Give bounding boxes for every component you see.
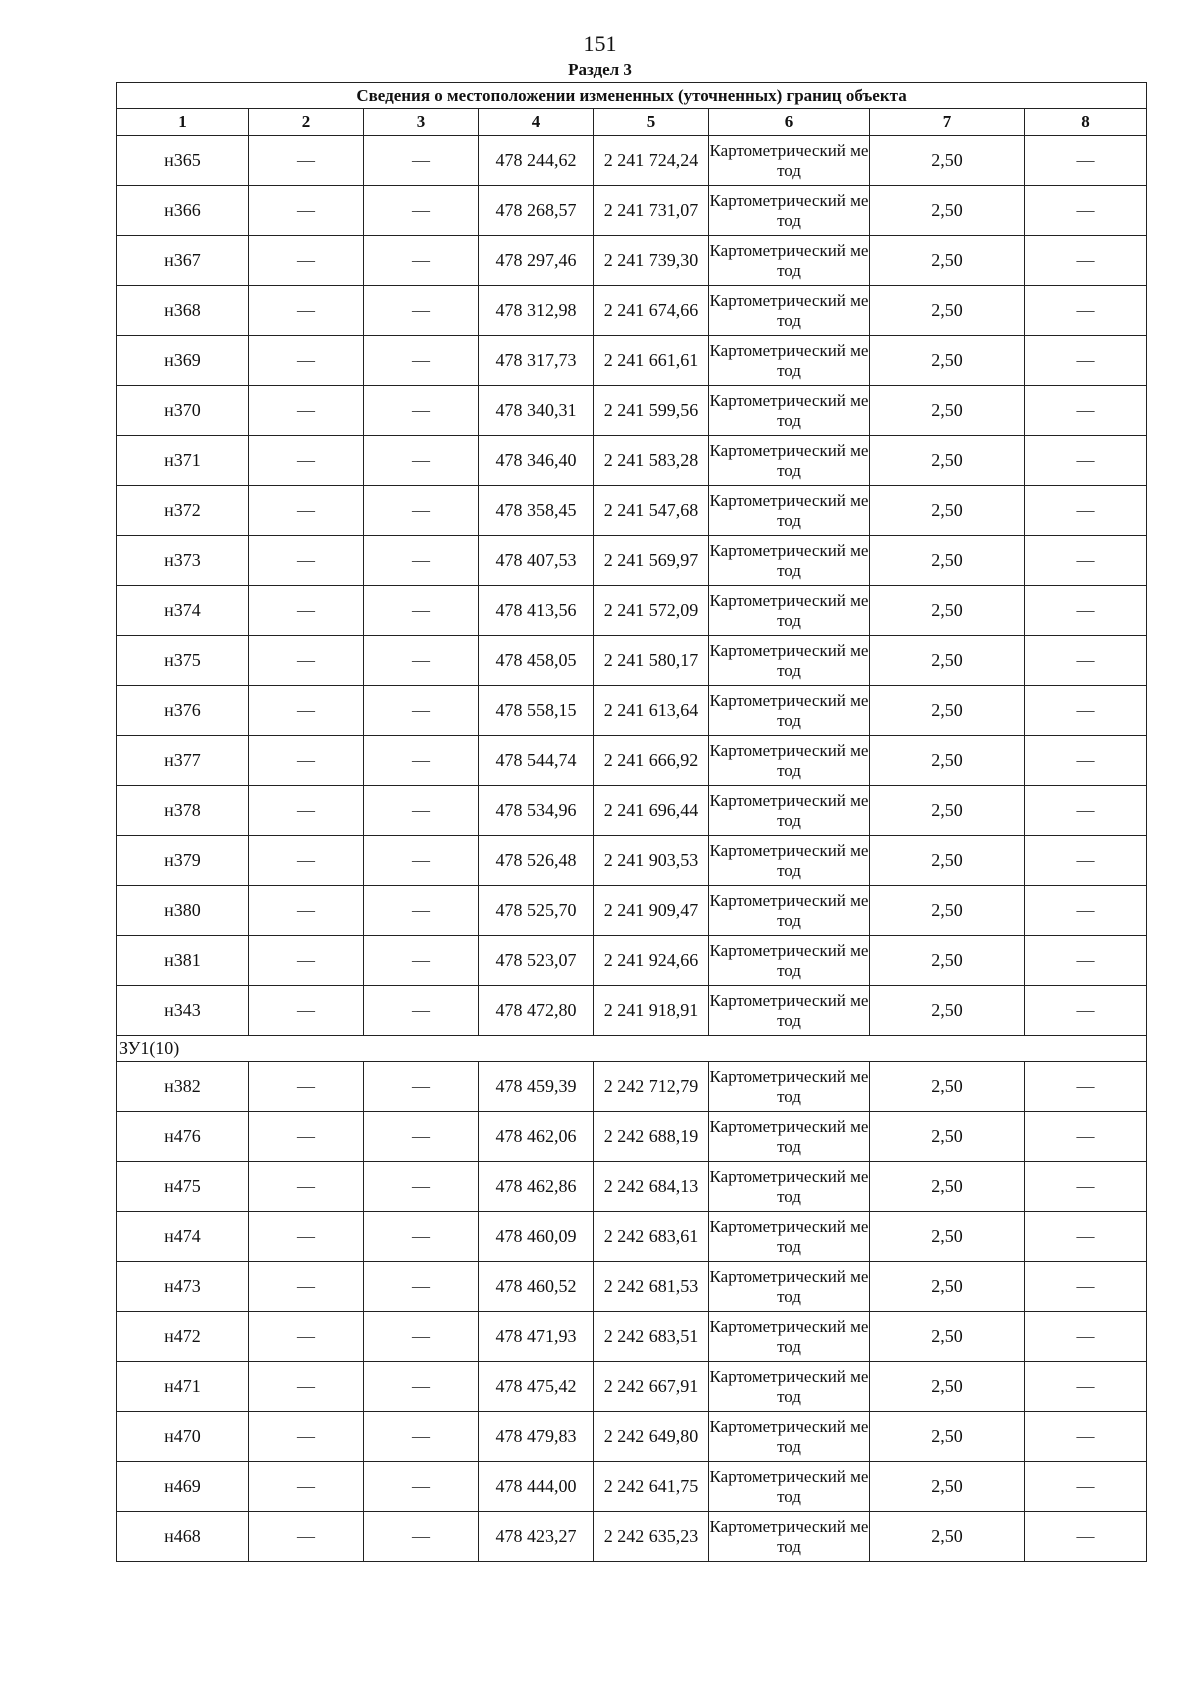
cell-point-id: н475 <box>117 1162 249 1212</box>
cell-accuracy: 2,50 <box>870 1462 1025 1512</box>
cell-x-coord: 478 423,27 <box>479 1512 594 1562</box>
cell-col-8: — <box>1025 1312 1147 1362</box>
cell-col-3: — <box>364 1262 479 1312</box>
cell-col-8: — <box>1025 1462 1147 1512</box>
cell-y-coord: 2 241 599,56 <box>594 386 709 436</box>
cell-accuracy: 2,50 <box>870 1512 1025 1562</box>
cell-method: Картометрический метод <box>709 686 870 736</box>
cell-col-2: — <box>249 1162 364 1212</box>
cell-point-id: н369 <box>117 336 249 386</box>
cell-point-id: н370 <box>117 386 249 436</box>
cell-method: Картометрический метод <box>709 436 870 486</box>
cell-point-id: н368 <box>117 286 249 336</box>
cell-accuracy: 2,50 <box>870 1362 1025 1412</box>
cell-point-id: н381 <box>117 936 249 986</box>
column-header-5: 5 <box>594 109 709 136</box>
cell-col-2: — <box>249 1062 364 1112</box>
table-row <box>117 1062 1147 1112</box>
cell-col-8: — <box>1025 686 1147 736</box>
cell-col-3: — <box>364 1212 479 1262</box>
cell-point-id: н375 <box>117 636 249 686</box>
cell-col-3: — <box>364 886 479 936</box>
table-row <box>117 936 1147 986</box>
cell-col-3: — <box>364 336 479 386</box>
cell-x-coord: 478 444,00 <box>479 1462 594 1512</box>
cell-method: Картометрический метод <box>709 886 870 936</box>
cell-method: Картометрический метод <box>709 1362 870 1412</box>
cell-col-3: — <box>364 1312 479 1362</box>
cell-col-8: — <box>1025 186 1147 236</box>
table-row <box>117 286 1147 336</box>
cell-x-coord: 478 544,74 <box>479 736 594 786</box>
cell-col-8: — <box>1025 1512 1147 1562</box>
cell-method: Картометрический метод <box>709 1062 870 1112</box>
table-row <box>117 386 1147 436</box>
cell-col-8: — <box>1025 836 1147 886</box>
cell-col-2: — <box>249 436 364 486</box>
cell-accuracy: 2,50 <box>870 636 1025 686</box>
cell-accuracy: 2,50 <box>870 386 1025 436</box>
cell-method: Картометрический метод <box>709 1412 870 1462</box>
table-row <box>117 1512 1147 1562</box>
table-row <box>117 686 1147 736</box>
cell-y-coord: 2 242 681,53 <box>594 1262 709 1312</box>
cell-col-2: — <box>249 1512 364 1562</box>
cell-col-2: — <box>249 536 364 586</box>
cell-point-id: н378 <box>117 786 249 836</box>
cell-x-coord: 478 312,98 <box>479 286 594 336</box>
cell-col-3: — <box>364 1162 479 1212</box>
cell-col-8: — <box>1025 1262 1147 1312</box>
coordinates-table <box>116 82 1147 1562</box>
cell-method: Картометрический метод <box>709 1262 870 1312</box>
cell-point-id: н468 <box>117 1512 249 1562</box>
cell-x-coord: 478 471,93 <box>479 1312 594 1362</box>
cell-col-3: — <box>364 1362 479 1412</box>
cell-col-2: — <box>249 1462 364 1512</box>
cell-accuracy: 2,50 <box>870 336 1025 386</box>
column-header-2: 2 <box>249 109 364 136</box>
table-row <box>117 136 1147 186</box>
cell-col-8: — <box>1025 586 1147 636</box>
cell-accuracy: 2,50 <box>870 936 1025 986</box>
cell-y-coord: 2 241 739,30 <box>594 236 709 286</box>
cell-accuracy: 2,50 <box>870 1262 1025 1312</box>
cell-point-id: н380 <box>117 886 249 936</box>
cell-point-id: н476 <box>117 1112 249 1162</box>
cell-x-coord: 478 317,73 <box>479 336 594 386</box>
cell-y-coord: 2 242 683,61 <box>594 1212 709 1262</box>
table-row <box>117 636 1147 686</box>
column-header-6: 6 <box>709 109 870 136</box>
table-row <box>117 886 1147 936</box>
cell-col-3: — <box>364 1112 479 1162</box>
cell-col-2: — <box>249 586 364 636</box>
column-header-3: 3 <box>364 109 479 136</box>
cell-y-coord: 2 241 918,91 <box>594 986 709 1036</box>
cell-method: Картометрический метод <box>709 1312 870 1362</box>
cell-y-coord: 2 242 683,51 <box>594 1312 709 1362</box>
cell-col-2: — <box>249 686 364 736</box>
table-row <box>117 536 1147 586</box>
cell-method: Картометрический метод <box>709 986 870 1036</box>
cell-col-3: — <box>364 1512 479 1562</box>
cell-point-id: н374 <box>117 586 249 636</box>
cell-accuracy: 2,50 <box>870 136 1025 186</box>
cell-method: Картометрический метод <box>709 936 870 986</box>
table-row <box>117 1312 1147 1362</box>
cell-col-8: — <box>1025 1112 1147 1162</box>
cell-col-3: — <box>364 536 479 586</box>
cell-accuracy: 2,50 <box>870 586 1025 636</box>
cell-col-2: — <box>249 986 364 1036</box>
cell-point-id: н376 <box>117 686 249 736</box>
cell-y-coord: 2 242 688,19 <box>594 1112 709 1162</box>
cell-x-coord: 478 526,48 <box>479 836 594 886</box>
cell-accuracy: 2,50 <box>870 886 1025 936</box>
section-title: Раздел 3 <box>568 60 632 79</box>
cell-col-3: — <box>364 686 479 736</box>
table-row <box>117 736 1147 786</box>
cell-accuracy: 2,50 <box>870 436 1025 486</box>
cell-method: Картометрический метод <box>709 286 870 336</box>
cell-point-id: н469 <box>117 1462 249 1512</box>
cell-col-8: — <box>1025 286 1147 336</box>
page-number: 151 <box>583 31 617 56</box>
cell-point-id: н473 <box>117 1262 249 1312</box>
cell-y-coord: 2 242 635,23 <box>594 1512 709 1562</box>
cell-col-2: — <box>249 836 364 886</box>
cell-col-8: — <box>1025 536 1147 586</box>
column-header-4: 4 <box>479 109 594 136</box>
cell-point-id: н377 <box>117 736 249 786</box>
cell-col-3: — <box>364 1062 479 1112</box>
cell-y-coord: 2 241 661,61 <box>594 336 709 386</box>
cell-x-coord: 478 458,05 <box>479 636 594 686</box>
cell-y-coord: 2 241 909,47 <box>594 886 709 936</box>
cell-method: Картометрический метод <box>709 536 870 586</box>
cell-col-2: — <box>249 486 364 536</box>
cell-accuracy: 2,50 <box>870 686 1025 736</box>
cell-y-coord: 2 241 903,53 <box>594 836 709 886</box>
table-caption: Сведения о местоположении измененных (уточненных) границ объекта <box>117 83 1147 109</box>
cell-col-2: — <box>249 136 364 186</box>
cell-y-coord: 2 241 666,92 <box>594 736 709 786</box>
table-row <box>117 236 1147 286</box>
cell-point-id: н372 <box>117 486 249 536</box>
cell-point-id: н471 <box>117 1362 249 1412</box>
cell-col-8: — <box>1025 1062 1147 1112</box>
cell-col-3: — <box>364 1462 479 1512</box>
cell-col-3: — <box>364 236 479 286</box>
cell-x-coord: 478 244,62 <box>479 136 594 186</box>
cell-x-coord: 478 475,42 <box>479 1362 594 1412</box>
cell-point-id: н472 <box>117 1312 249 1362</box>
cell-col-2: — <box>249 1312 364 1362</box>
cell-col-3: — <box>364 786 479 836</box>
cell-x-coord: 478 358,45 <box>479 486 594 536</box>
cell-accuracy: 2,50 <box>870 536 1025 586</box>
cell-accuracy: 2,50 <box>870 286 1025 336</box>
cell-col-8: — <box>1025 136 1147 186</box>
cell-col-2: — <box>249 786 364 836</box>
cell-accuracy: 2,50 <box>870 1412 1025 1462</box>
cell-method: Картометрический метод <box>709 1512 870 1562</box>
cell-col-3: — <box>364 436 479 486</box>
cell-y-coord: 2 241 580,17 <box>594 636 709 686</box>
cell-col-8: — <box>1025 736 1147 786</box>
cell-method: Картометрический метод <box>709 336 870 386</box>
cell-y-coord: 2 241 696,44 <box>594 786 709 836</box>
cell-col-3: — <box>364 186 479 236</box>
cell-col-3: — <box>364 136 479 186</box>
cell-col-3: — <box>364 386 479 436</box>
cell-x-coord: 478 346,40 <box>479 436 594 486</box>
column-header-8: 8 <box>1025 109 1147 136</box>
cell-col-8: — <box>1025 436 1147 486</box>
cell-accuracy: 2,50 <box>870 736 1025 786</box>
cell-col-2: — <box>249 286 364 336</box>
table-row <box>117 786 1147 836</box>
cell-y-coord: 2 241 731,07 <box>594 186 709 236</box>
cell-col-2: — <box>249 636 364 686</box>
cell-col-2: — <box>249 1212 364 1262</box>
column-header-7: 7 <box>870 109 1025 136</box>
cell-col-2: — <box>249 736 364 786</box>
cell-col-3: — <box>364 636 479 686</box>
column-header-row <box>117 109 1147 136</box>
table-row <box>117 1462 1147 1512</box>
cell-point-id: н470 <box>117 1412 249 1462</box>
cell-col-3: — <box>364 586 479 636</box>
cell-col-8: — <box>1025 386 1147 436</box>
cell-col-3: — <box>364 286 479 336</box>
cell-accuracy: 2,50 <box>870 786 1025 836</box>
column-header-1: 1 <box>117 109 249 136</box>
cell-x-coord: 478 413,56 <box>479 586 594 636</box>
cell-col-8: — <box>1025 1212 1147 1262</box>
cell-x-coord: 478 460,52 <box>479 1262 594 1312</box>
cell-accuracy: 2,50 <box>870 1212 1025 1262</box>
cell-col-3: — <box>364 986 479 1036</box>
table-row <box>117 1112 1147 1162</box>
cell-method: Картометрический метод <box>709 186 870 236</box>
cell-col-8: — <box>1025 236 1147 286</box>
cell-accuracy: 2,50 <box>870 236 1025 286</box>
cell-point-id: н382 <box>117 1062 249 1112</box>
cell-col-8: — <box>1025 886 1147 936</box>
cell-col-8: — <box>1025 986 1147 1036</box>
table-row <box>117 586 1147 636</box>
cell-y-coord: 2 242 667,91 <box>594 1362 709 1412</box>
table-row <box>117 1262 1147 1312</box>
group-label-row <box>117 1036 1147 1062</box>
cell-x-coord: 478 462,86 <box>479 1162 594 1212</box>
cell-x-coord: 478 534,96 <box>479 786 594 836</box>
cell-col-8: — <box>1025 1412 1147 1462</box>
cell-col-8: — <box>1025 1362 1147 1412</box>
cell-col-3: — <box>364 836 479 886</box>
cell-method: Картометрический метод <box>709 1212 870 1262</box>
cell-y-coord: 2 241 613,64 <box>594 686 709 736</box>
cell-y-coord: 2 242 649,80 <box>594 1412 709 1462</box>
cell-method: Картометрический метод <box>709 836 870 886</box>
cell-col-2: — <box>249 236 364 286</box>
cell-y-coord: 2 242 641,75 <box>594 1462 709 1512</box>
cell-y-coord: 2 242 712,79 <box>594 1062 709 1112</box>
cell-y-coord: 2 241 924,66 <box>594 936 709 986</box>
cell-point-id: н365 <box>117 136 249 186</box>
cell-x-coord: 478 462,06 <box>479 1112 594 1162</box>
cell-y-coord: 2 241 572,09 <box>594 586 709 636</box>
cell-x-coord: 478 479,83 <box>479 1412 594 1462</box>
cell-x-coord: 478 558,15 <box>479 686 594 736</box>
cell-x-coord: 478 523,07 <box>479 936 594 986</box>
table-row <box>117 186 1147 236</box>
group-label: ЗУ1(10) <box>117 1036 1147 1062</box>
table-row <box>117 1212 1147 1262</box>
cell-point-id: н343 <box>117 986 249 1036</box>
table-row <box>117 1362 1147 1412</box>
cell-point-id: н474 <box>117 1212 249 1262</box>
cell-col-3: — <box>364 736 479 786</box>
cell-method: Картометрический метод <box>709 1112 870 1162</box>
cell-col-3: — <box>364 936 479 986</box>
cell-method: Картометрический метод <box>709 586 870 636</box>
cell-x-coord: 478 268,57 <box>479 186 594 236</box>
cell-method: Картометрический метод <box>709 136 870 186</box>
cell-col-8: — <box>1025 936 1147 986</box>
cell-col-3: — <box>364 486 479 536</box>
cell-col-2: — <box>249 336 364 386</box>
cell-x-coord: 478 407,53 <box>479 536 594 586</box>
table-row <box>117 1412 1147 1462</box>
cell-y-coord: 2 241 674,66 <box>594 286 709 336</box>
cell-x-coord: 478 459,39 <box>479 1062 594 1112</box>
cell-col-2: — <box>249 1362 364 1412</box>
cell-point-id: н367 <box>117 236 249 286</box>
cell-accuracy: 2,50 <box>870 1312 1025 1362</box>
table-row <box>117 486 1147 536</box>
cell-col-8: — <box>1025 486 1147 536</box>
cell-col-8: — <box>1025 336 1147 386</box>
cell-y-coord: 2 242 684,13 <box>594 1162 709 1212</box>
cell-method: Картометрический метод <box>709 236 870 286</box>
cell-accuracy: 2,50 <box>870 1062 1025 1112</box>
cell-col-2: — <box>249 1262 364 1312</box>
cell-x-coord: 478 340,31 <box>479 386 594 436</box>
cell-accuracy: 2,50 <box>870 986 1025 1036</box>
cell-accuracy: 2,50 <box>870 486 1025 536</box>
cell-col-2: — <box>249 936 364 986</box>
table-row <box>117 1162 1147 1212</box>
cell-col-2: — <box>249 186 364 236</box>
cell-x-coord: 478 297,46 <box>479 236 594 286</box>
cell-col-8: — <box>1025 636 1147 686</box>
cell-accuracy: 2,50 <box>870 1162 1025 1212</box>
cell-x-coord: 478 525,70 <box>479 886 594 936</box>
table-row <box>117 986 1147 1036</box>
cell-col-3: — <box>364 1412 479 1462</box>
cell-x-coord: 478 460,09 <box>479 1212 594 1262</box>
cell-col-2: — <box>249 386 364 436</box>
cell-col-2: — <box>249 1412 364 1462</box>
table-row <box>117 336 1147 386</box>
cell-x-coord: 478 472,80 <box>479 986 594 1036</box>
cell-point-id: н366 <box>117 186 249 236</box>
cell-method: Картометрический метод <box>709 1462 870 1512</box>
cell-col-8: — <box>1025 1162 1147 1212</box>
cell-point-id: н371 <box>117 436 249 486</box>
cell-method: Картометрический метод <box>709 486 870 536</box>
cell-method: Картометрический метод <box>709 636 870 686</box>
cell-y-coord: 2 241 724,24 <box>594 136 709 186</box>
table-body <box>117 136 1147 1562</box>
cell-accuracy: 2,50 <box>870 186 1025 236</box>
cell-accuracy: 2,50 <box>870 1112 1025 1162</box>
cell-y-coord: 2 241 547,68 <box>594 486 709 536</box>
cell-point-id: н379 <box>117 836 249 886</box>
cell-method: Картометрический метод <box>709 786 870 836</box>
table-row <box>117 836 1147 886</box>
table-row <box>117 436 1147 486</box>
cell-y-coord: 2 241 569,97 <box>594 536 709 586</box>
cell-method: Картометрический метод <box>709 386 870 436</box>
cell-col-8: — <box>1025 786 1147 836</box>
cell-method: Картометрический метод <box>709 1162 870 1212</box>
cell-y-coord: 2 241 583,28 <box>594 436 709 486</box>
cell-method: Картометрический метод <box>709 736 870 786</box>
cell-point-id: н373 <box>117 536 249 586</box>
cell-col-2: — <box>249 886 364 936</box>
cell-accuracy: 2,50 <box>870 836 1025 886</box>
cell-col-2: — <box>249 1112 364 1162</box>
